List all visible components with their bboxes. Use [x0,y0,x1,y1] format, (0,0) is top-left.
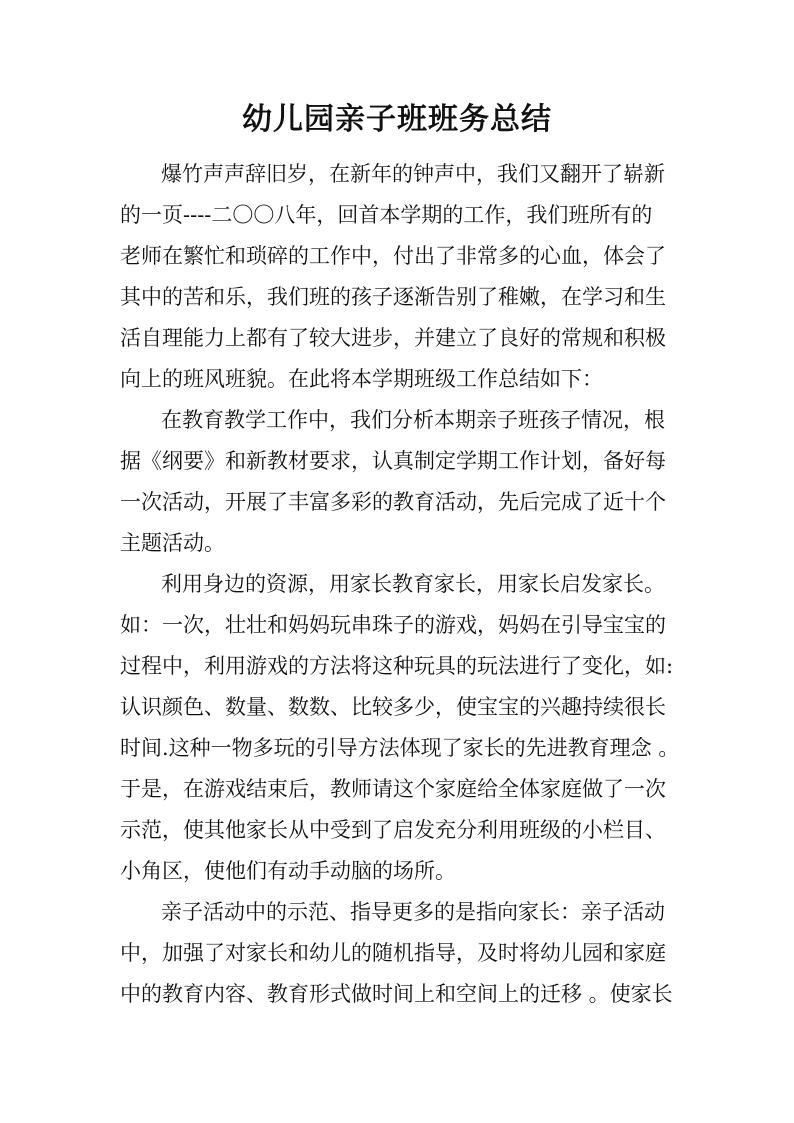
paragraph-1-line-4: 其中的苦和乐，我们班的孩子逐渐告别了稚嫩，在学习和生 [120,285,666,309]
paragraph-3-line-5: 时间.这种一物多玩的引导方法体现了家长的先进教育理念 。 [120,736,680,760]
paragraph-3-line-3: 过程中，利用游戏的方法将这种玩具的玩法进行了变化，如: [120,654,674,678]
paragraph-2-line-4: 主题活动。 [120,531,225,555]
paragraph-3-line-8: 小角区，使他们有动手动脑的场所。 [120,859,456,883]
paragraph-4-line-2: 中，加强了对家长和幼儿的随机指导，及时将幼儿园和家庭 [120,941,666,965]
paragraph-3-line-1: 利用身边的资源，用家长教育家长，用家长启发家长。 [161,572,665,596]
paragraph-1-line-6: 向上的班风班貌。在此将本学期班级工作总结如下： [120,367,603,391]
paragraph-1-line-2: 的一页----二〇〇八年，回首本学期的工作，我们班所有的 [120,203,653,227]
paragraph-2-line-3: 一次活动，开展了丰富多彩的教育活动，先后完成了近十个 [120,490,666,514]
paragraph-3-line-4: 认识颜色、数量、数数、比较多少，使宝宝的兴趣持续很长 [120,695,666,719]
paragraph-3-line-6: 于是，在游戏结束后，教师请这个家庭给全体家庭做了一次 [120,777,666,801]
paragraph-1-line-1: 爆竹声声辞旧岁，在新年的钟声中，我们又翻开了崭新 [161,162,665,186]
paragraph-4-line-1: 亲子活动中的示范、指导更多的是指向家长：亲子活动 [161,900,665,924]
paragraph-1-line-3: 老师在繁忙和琐碎的工作中，付出了非常多的心血，体会了 [120,244,666,268]
paragraph-2-line-2: 据《纲要》和新教材要求，认真制定学期工作计划，备好每 [120,449,666,473]
document-title: 幼儿园亲子班班务总结 [242,102,552,137]
paragraph-1-line-5: 活自理能力上都有了较大进步，并建立了良好的常规和积极 [120,326,666,350]
paragraph-4-line-3: 中的教育内容、教育形式做时间上和空间上的迁移 。使家长 [120,982,673,1006]
paragraph-3-line-2: 如：一次，壮壮和妈妈玩串珠子的游戏，妈妈在引导宝宝的 [120,613,666,637]
paragraph-3-line-7: 示范，使其他家长从中受到了启发充分利用班级的小栏目、 [120,818,666,842]
paragraph-2-line-1: 在教育教学工作中，我们分析本期亲子班孩子情况，根 [161,408,665,432]
